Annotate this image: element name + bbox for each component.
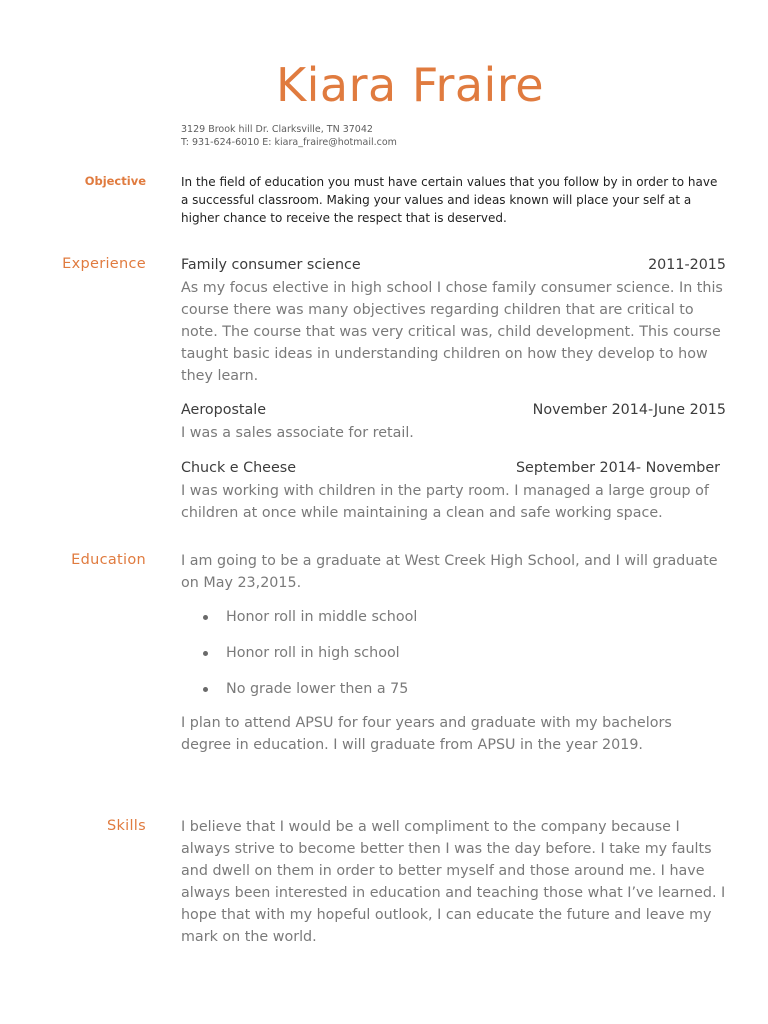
objective-text: In the field of education you must have certain values that you follow by in order to have a successful classroom. Making your values and ideas known will place your self at a higher chance to receive the respect that is deserved. [181,175,718,225]
education-outro: I plan to attend APSU for four years and graduate with my bachelors degree in education. I will graduate from APSU in the year 2019. [181,715,672,753]
job-date: November 2014-June 2015 [532,402,726,418]
job-description: As my focus elective in high school I chose family consumer science. In this course there was many objectives regarding children that are critical to note. The course that was very critical was, child development. This course taught basic ideas in understanding children on how they develop to how they learn. [181,280,723,384]
job-title: Aeropostale [181,402,267,418]
job-title: Family consumer science [181,257,361,273]
education-heading: Education [71,552,146,568]
education-bullets [181,606,726,714]
bullet-icon [203,615,208,620]
skills-text: I believe that I would be a well compliment to the company because I always strive to become better then I was the day before. I take my faults and dwell on them in order to better myself and those around me. I have always been interested in education and teaching those what I’ve learned. I hope that with my hopeful outlook, I can educate the future and leave my mark on the world. [181,819,726,945]
education-intro: I am going to be a graduate at West Creek High School, and I will graduate on May 23,2015. [181,553,718,591]
list-item: No grade lower then a 75 [181,678,726,714]
job-description: I was working with children in the party room. I managed a large group of children at once while maintaining a clean and safe working space. [181,483,709,521]
contact-info [181,123,397,149]
address: 3129 Brook hill Dr. Clarksville, TN 37042 [181,124,373,135]
job-header [181,458,720,478]
job-description: I was a sales associate for retail. [181,425,414,441]
experience-heading: Experience [62,256,146,272]
phone-email: T: 931-624-6010 E: kiara_fraire@hotmail.com [181,137,397,148]
job-header [181,255,726,275]
job-header [181,400,726,420]
education-section [181,550,726,756]
bullet-icon [203,687,208,692]
job-entry [181,458,720,524]
list-item: Honor roll in middle school [181,606,726,642]
job-entry [181,400,726,444]
candidate-name: Kiara Fraire [275,58,545,112]
objective-heading: Objective [84,174,146,188]
job-date: September 2014- November [515,460,720,476]
job-entry [181,255,726,387]
bullet-icon [203,651,208,656]
skills-heading: Skills [106,818,146,834]
job-date: 2011-2015 [648,257,726,273]
list-item: Honor roll in high school [181,642,726,678]
job-title: Chuck e Cheese [181,460,297,476]
